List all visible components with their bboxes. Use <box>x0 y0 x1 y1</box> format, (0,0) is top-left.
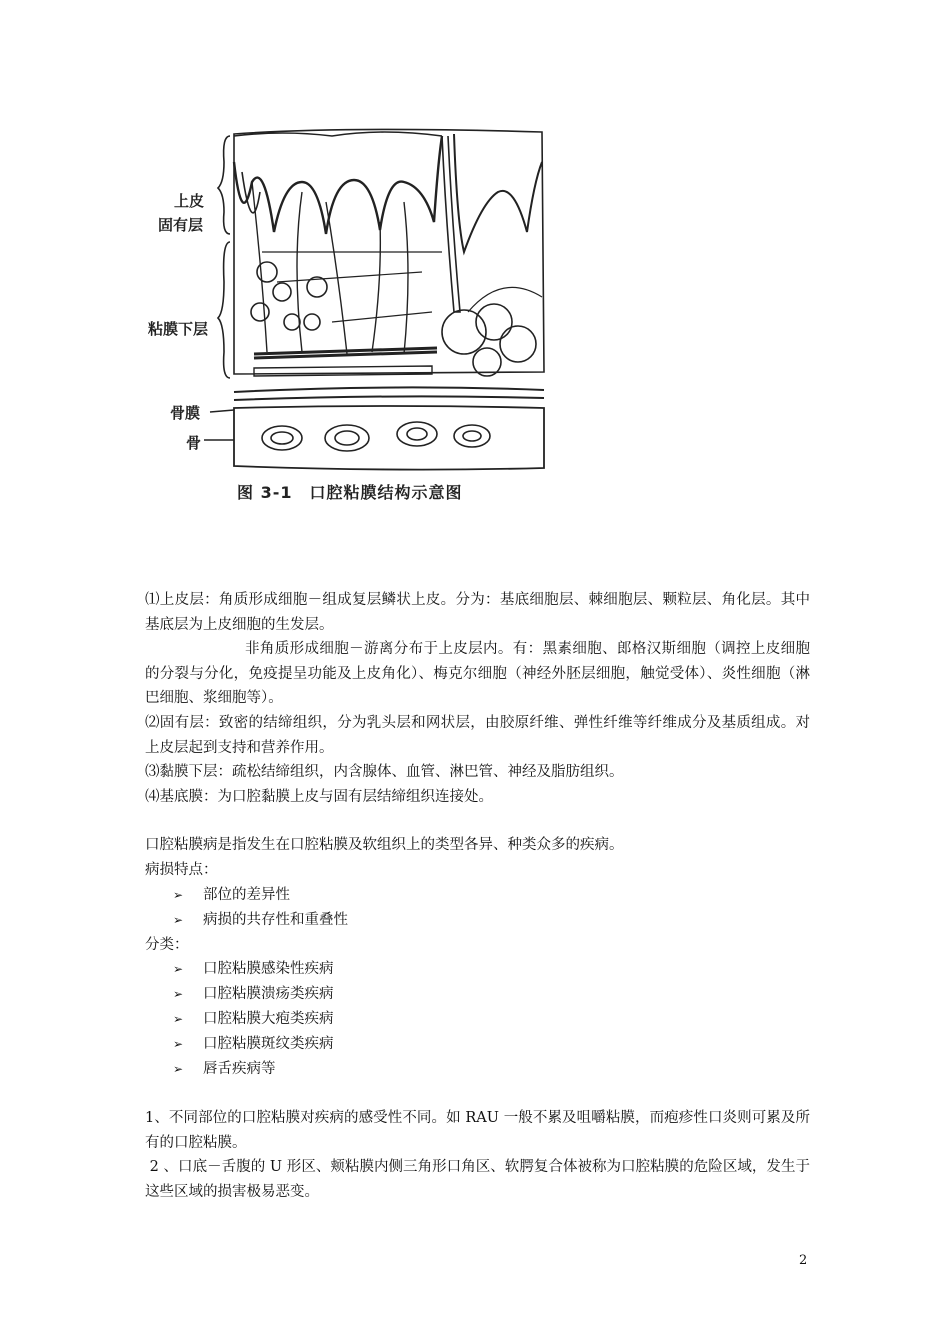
lamina-propria-paragraph: ⑵固有层：致密的结缔组织，分为乳头层和网状层，由胶原纤维、弹性纤维等纤维成分及基质组成。对上皮层起到支持和营养作用。 <box>145 714 810 756</box>
list-item: ➢ 病损的共存性和重叠性 <box>145 908 810 933</box>
body-text <box>145 588 810 1205</box>
classification-list <box>145 957 810 1082</box>
submucosa-label: 粘膜下层 <box>148 320 209 338</box>
list-item: ➢ 唇舌疾病等 <box>145 1057 810 1082</box>
arrowhead-bullet-icon: ➢ <box>173 887 184 902</box>
list-item: ➢ 口腔粘膜斑纹类疾病 <box>145 1032 810 1057</box>
features-heading: 病损特点： <box>145 861 218 878</box>
classification-heading: 分类： <box>145 936 189 953</box>
list-item: ➢ 口腔粘膜大疱类疾病 <box>145 1007 810 1032</box>
list-item: ➢ 口腔粘膜感染性疾病 <box>145 957 810 982</box>
note-paragraph-2: 2 、口底－舌腹的 U 形区、颊粘膜内侧三角形口角区、软腭复合体被称为口腔粘膜的危险区域，发生于这些区域的损害极易恶变。 <box>145 1159 810 1200</box>
non-keratinocyte-paragraph: 非角质形成细胞－游离分布于上皮层内。有：黑素细胞、郎格汉斯细胞（调控上皮细胞的分裂与分化，免疫提呈功能及上皮角化）、梅克尔细胞（神经外胚层细胞，触觉受体）、炎性细胞（淋巴细胞、浆细胞等）。 <box>145 641 810 707</box>
oral-mucosa-diagram <box>142 122 552 472</box>
list-item: ➢ 口腔粘膜溃疡类疾病 <box>145 982 810 1007</box>
lamina-propria-label: 固有层 <box>158 216 204 234</box>
arrowhead-bullet-icon: ➢ <box>173 987 184 1002</box>
arrowhead-bullet-icon: ➢ <box>173 1012 184 1027</box>
arrowhead-bullet-icon: ➢ <box>173 1037 184 1052</box>
periosteum-label: 骨膜 <box>170 404 201 422</box>
arrowhead-bullet-icon: ➢ <box>173 962 184 977</box>
arrowhead-bullet-icon: ➢ <box>173 912 184 927</box>
epithelium-label: 上皮 <box>174 192 205 210</box>
features-list <box>145 883 810 933</box>
epithelial-layer-paragraph: ⑴上皮层：角质形成细胞－组成复层鳞状上皮。分为：基底细胞层、棘细胞层、颗粒层、角化层。其中基底层为上皮细胞的生发层。 <box>145 592 810 633</box>
definition-paragraph: 口腔粘膜病是指发生在口腔粘膜及软组织上的类型各异、种类众多的疾病。 <box>145 837 624 854</box>
basement-membrane-paragraph: ⑷基底膜：为口腔黏膜上皮与固有层结缔组织连接处。 <box>145 788 493 805</box>
page-number: 2 <box>799 1253 808 1268</box>
note-paragraph-1: 1、不同部位的口腔粘膜对疾病的感受性不同。如 RAU 一般不累及咀嚼粘膜，而疱疹性口炎则可累及所有的口腔粘膜。 <box>145 1110 810 1151</box>
bone-label: 骨 <box>186 434 202 452</box>
list-item: ➢ 部位的差异性 <box>145 883 810 908</box>
arrowhead-bullet-icon: ➢ <box>173 1062 184 1077</box>
figure-caption: 图 3-1 口腔粘膜结构示意图 <box>237 483 463 502</box>
oral-mucosa-figure <box>142 122 552 522</box>
submucosa-paragraph: ⑶黏膜下层：疏松结缔组织，内含腺体、血管、淋巴管、神经及脂肪组织。 <box>145 764 624 781</box>
